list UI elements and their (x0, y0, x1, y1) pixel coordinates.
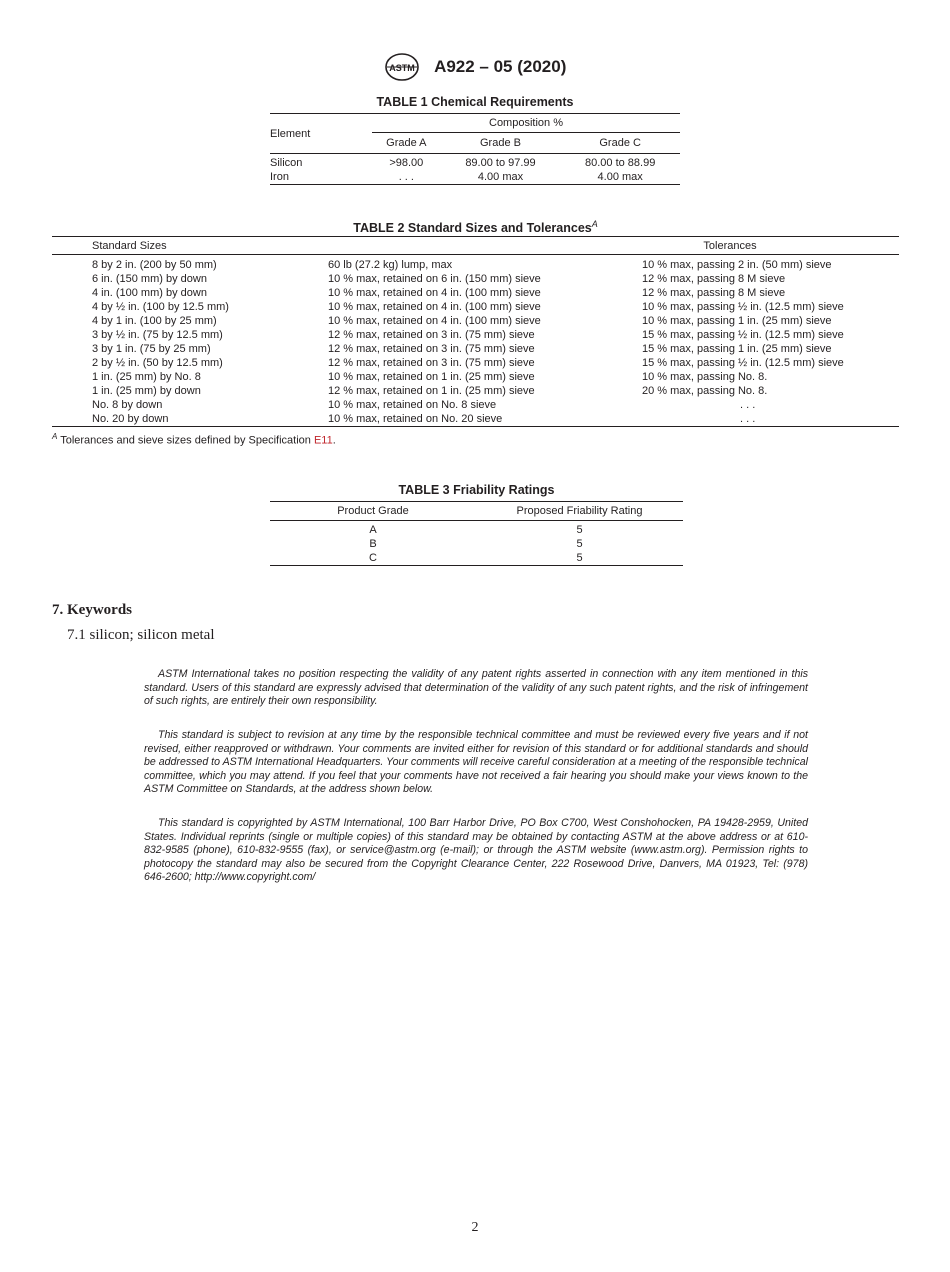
table-row (52, 342, 899, 356)
cell-grade-b: 89.00 to 97.99 (465, 157, 536, 169)
cell-tolerance-retained: 12 % max, retained on 1 in. (25 mm) sieve (328, 385, 535, 397)
cell-tolerance-passing: 12 % max, passing 8 M sieve (642, 287, 786, 299)
svg-text:ASTM: ASTM (388, 63, 415, 73)
cell-tolerance-passing: 20 % max, passing No. 8. (642, 385, 768, 397)
table3-title: TABLE 3 Friability Ratings (398, 483, 555, 497)
cell-product-grade: C (369, 552, 377, 564)
table-row (270, 154, 680, 171)
keywords-heading: 7. Keywords (52, 602, 132, 618)
copyright-notice: This standard is copyrighted by ASTM International, 100 Barr Harbor Drive, PO Box C700, West Conshohocken, PA 19428-2959, United States. Individual reprints (single or multiple copies) of this standard may be obtained by contacting ASTM at the above address or at 610-832-9585 (phone), 610-832-9555 (fax), or service@astm.org (e-mail); or through the ASTM website (www.astm.org). Permission rights to photocopy the standard may also be secured from the Copyright Clearance Center, 222 Rosewood Drive, Danvers, MA 01923, Tel: (978) 646-2600; http://www.copyright.com/ (144, 817, 808, 884)
cell-standard-size: 3 by 1 in. (75 by 25 mm) (92, 343, 211, 355)
cell-tolerance-retained: 10 % max, retained on No. 20 sieve (328, 413, 503, 425)
cell-tolerance-retained: 10 % max, retained on 1 in. (25 mm) sieve (328, 371, 535, 383)
table-row (270, 170, 680, 185)
cell-tolerance-passing: . . . (740, 399, 756, 411)
table-row (52, 255, 899, 273)
cell-tolerance-passing: 12 % max, passing 8 M sieve (642, 273, 786, 285)
cell-tolerance-passing: 10 % max, passing ½ in. (12.5 mm) sieve (642, 301, 844, 313)
footnote-end: . (332, 434, 336, 447)
cell-standard-size: 3 by ½ in. (75 by 12.5 mm) (92, 329, 223, 341)
cell-tolerance-retained: 10 % max, retained on 4 in. (100 mm) sieve (328, 301, 541, 313)
footnote-text: Tolerances and sieve sizes defined by Specification (60, 434, 314, 447)
table-row (52, 272, 899, 286)
footnote-mark: A (52, 432, 58, 441)
table2-body (52, 255, 899, 427)
col-header-friability-rating: Proposed Friability Rating (476, 502, 683, 521)
cell-product-grade: A (369, 524, 377, 536)
cell-element: Silicon (270, 157, 303, 169)
col-header-product-grade: Product Grade (270, 502, 476, 521)
cell-tolerance-passing: . . . (740, 413, 756, 425)
cell-standard-size: No. 20 by down (92, 413, 169, 425)
cell-tolerance-retained: 12 % max, retained on 3 in. (75 mm) sieve (328, 329, 535, 341)
revision-notice: This standard is subject to revision at any time by the responsible technical committee and must be reviewed every five years and if not revised, either reapproved or withdrawn. Your comments are invited either for revision of this standard or for additional standards and should be addressed to ASTM International Headquarters. Your comments will receive careful consideration at a meeting of the responsible technical committee, which you may attend. If you feel that your comments have not received a fair hearing you should make your views known to the ASTM Committee on Standards, at the address shown below. (144, 729, 808, 796)
col-header-grade-b: Grade B (441, 133, 561, 154)
cell-tolerance-retained: 60 lb (27.2 kg) lump, max (328, 259, 453, 271)
spec-e11-link[interactable]: E11 (313, 434, 333, 447)
cell-standard-size: 2 by ½ in. (50 by 12.5 mm) (92, 357, 223, 369)
table-row (52, 398, 899, 412)
patent-notice: ASTM International takes no position respecting the validity of any patent rights asserted in connection with any item mentioned in this standard. Users of this standard are expressly advised that determination of the validity of any such patent rights, and the risk of infringement of such rights, are entirely their own responsibility. (144, 668, 808, 708)
cell-tolerance-retained: 10 % max, retained on No. 8 sieve (328, 399, 497, 411)
cell-tolerance-retained: 10 % max, retained on 6 in. (150 mm) sieve (328, 273, 541, 285)
table2-title (52, 219, 899, 235)
cell-tolerance-passing: 10 % max, passing 1 in. (25 mm) sieve (642, 315, 832, 327)
cell-grade-a: >98.00 (389, 157, 424, 169)
cell-tolerance-passing: 15 % max, passing ½ in. (12.5 mm) sieve (642, 329, 844, 341)
friability-ratings-table (270, 501, 683, 566)
col-header-tolerances: Tolerances (328, 237, 899, 255)
table-row (270, 537, 683, 551)
table2-footnote (52, 432, 336, 447)
table-row (52, 328, 899, 342)
col-header-grade-c: Grade C (560, 133, 680, 154)
cell-standard-size: 1 in. (25 mm) by down (92, 385, 201, 397)
col-header-element: Element (270, 114, 372, 154)
table2-title-text: TABLE 2 Standard Sizes and Tolerances (353, 221, 592, 236)
table-row (52, 370, 899, 384)
document-designation: A922 – 05 (2020) (434, 57, 567, 76)
cell-grade-b: 4.00 max (477, 171, 524, 183)
table3-body (270, 521, 683, 566)
cell-element: Iron (270, 171, 289, 183)
cell-standard-size: 1 in. (25 mm) by No. 8 (92, 371, 201, 383)
cell-tolerance-retained: 12 % max, retained on 3 in. (75 mm) sieve (328, 357, 535, 369)
cell-tolerance-retained: 12 % max, retained on 3 in. (75 mm) sieve (328, 343, 535, 355)
astm-logo-icon (384, 52, 420, 82)
cell-tolerance-passing: 10 % max, passing 2 in. (50 mm) sieve (642, 259, 832, 271)
cell-friability-rating: 5 (576, 524, 583, 536)
page-number: 2 (471, 1220, 479, 1235)
cell-standard-size: No. 8 by down (92, 399, 163, 411)
page-header (0, 52, 950, 82)
cell-grade-c: 80.00 to 88.99 (584, 157, 656, 169)
table-row (52, 286, 899, 300)
col-header-composition: Composition % (372, 114, 680, 133)
table-row (52, 356, 899, 370)
cell-tolerance-passing: 10 % max, passing No. 8. (642, 371, 768, 383)
cell-standard-size: 6 in. (150 mm) by down (92, 273, 207, 285)
table-row (52, 384, 899, 398)
col-header-standard-sizes: Standard Sizes (52, 237, 328, 255)
cell-friability-rating: 5 (576, 538, 583, 550)
cell-tolerance-passing: 15 % max, passing 1 in. (25 mm) sieve (642, 343, 832, 355)
table-row (52, 412, 899, 427)
chemical-requirements-table (270, 113, 680, 185)
table1-title: TABLE 1 Chemical Requirements (376, 95, 574, 109)
cell-friability-rating: 5 (576, 552, 583, 564)
cell-standard-size: 4 by 1 in. (100 by 25 mm) (92, 315, 217, 327)
cell-tolerance-passing: 15 % max, passing ½ in. (12.5 mm) sieve (642, 357, 844, 369)
cell-standard-size: 8 by 2 in. (200 by 50 mm) (92, 259, 217, 271)
keywords-text: 7.1 silicon; silicon metal (67, 627, 215, 643)
table-row (52, 300, 899, 314)
cell-grade-a: . . . (398, 171, 414, 183)
table-row (52, 314, 899, 328)
col-header-grade-a: Grade A (372, 133, 441, 154)
table-row (270, 551, 683, 566)
cell-standard-size: 4 by ½ in. (100 by 12.5 mm) (92, 301, 229, 313)
table-row (270, 521, 683, 538)
table2-footnote-mark: A (591, 219, 598, 229)
cell-grade-c: 4.00 max (597, 171, 643, 183)
cell-standard-size: 4 in. (100 mm) by down (92, 287, 207, 299)
sizes-tolerances-table (52, 236, 899, 427)
cell-tolerance-retained: 10 % max, retained on 4 in. (100 mm) sieve (328, 315, 541, 327)
cell-tolerance-retained: 10 % max, retained on 4 in. (100 mm) sieve (328, 287, 541, 299)
cell-product-grade: B (369, 538, 377, 550)
